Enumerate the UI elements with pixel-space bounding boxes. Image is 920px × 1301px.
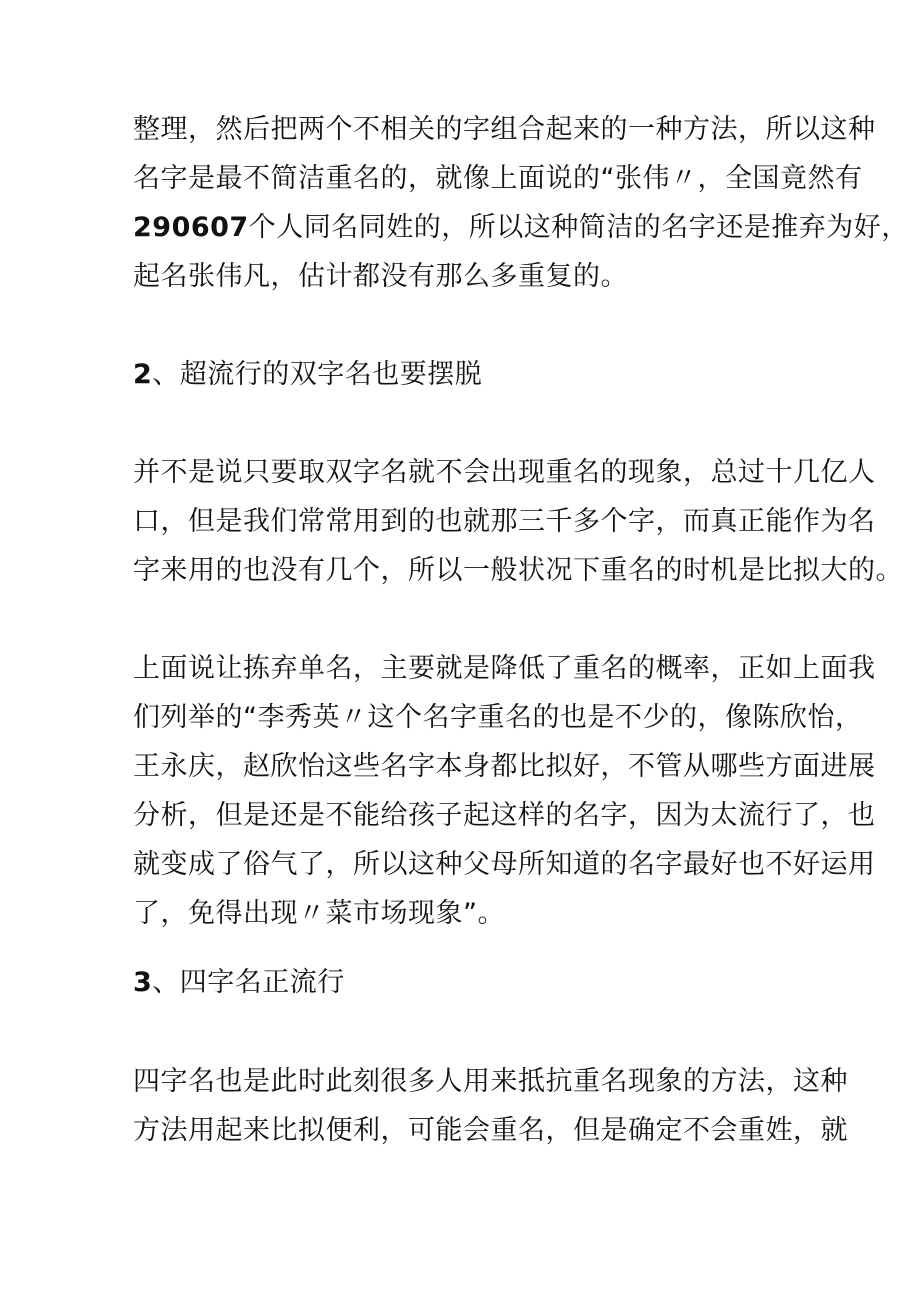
section-heading-2: [133, 357, 482, 393]
paragraph-2-line-1: 并不是说只要取双字名就不会出现重名的现象，总过十几亿人: [133, 457, 876, 488]
paragraph-3-line-6: 了，免得出现〃菜市场现象”。: [133, 898, 505, 929]
paragraph-3-line-3: 王永庆，赵欣怡这些名字本身都比拟好，不管从哪些方面进展: [133, 751, 876, 782]
paragraph-1-line-3: [133, 210, 909, 246]
paragraph-4-line-1: 四字名也是此时此刻很多人用来抵抗重名现象的方法，这种: [133, 1066, 848, 1097]
paragraph-2-line-3: 字来用的也没有几个，所以一般状况下重名的时机是比拟大的。: [133, 555, 903, 586]
section-heading-3-number: 3: [133, 967, 153, 998]
paragraph-3-line-4: 分析，但是还是不能给孩子起这样的名字，因为太流行了，也: [133, 800, 876, 831]
paragraph-3-line-1: 上面说让拣弃单名，主要就是降低了重名的概率，正如上面我: [133, 653, 876, 684]
paragraph-1-line-2: 名字是最不简洁重名的，就像上面说的“张伟〃，全国竟然有: [133, 163, 863, 194]
paragraph-3-line-2: 们列举的“李秀英〃这个名字重名的也是不少的，像陈欣怡，: [133, 702, 863, 733]
section-heading-3: [133, 965, 345, 1001]
paragraph-3-line-5: 就变成了俗气了，所以这种父母所知道的名字最好也不好运用: [133, 849, 876, 880]
paragraph-1-line-3-text: 个人同名同姓的，所以这种简洁的名字还是推弃为好，: [248, 212, 909, 243]
paragraph-4-line-2: 方法用起来比拟便利，可能会重名，但是确定不会重姓，就: [133, 1115, 848, 1146]
section-heading-2-text: 、超流行的双字名也要摆脱: [152, 359, 483, 390]
paragraph-1-line-1: 整理，然后把两个不相关的字组合起来的一种方法，所以这种: [133, 114, 876, 145]
section-heading-3-text: 、四字名正流行: [152, 967, 345, 998]
paragraph-1-number: 290607: [133, 212, 249, 243]
paragraph-1-line-4: 起名张伟凡，估计都没有那么多重复的。: [133, 261, 628, 292]
paragraph-2-line-2: 口，但是我们常常用到的也就那三千多个字，而真正能作为名: [133, 506, 876, 537]
section-heading-2-number: 2: [133, 359, 153, 390]
